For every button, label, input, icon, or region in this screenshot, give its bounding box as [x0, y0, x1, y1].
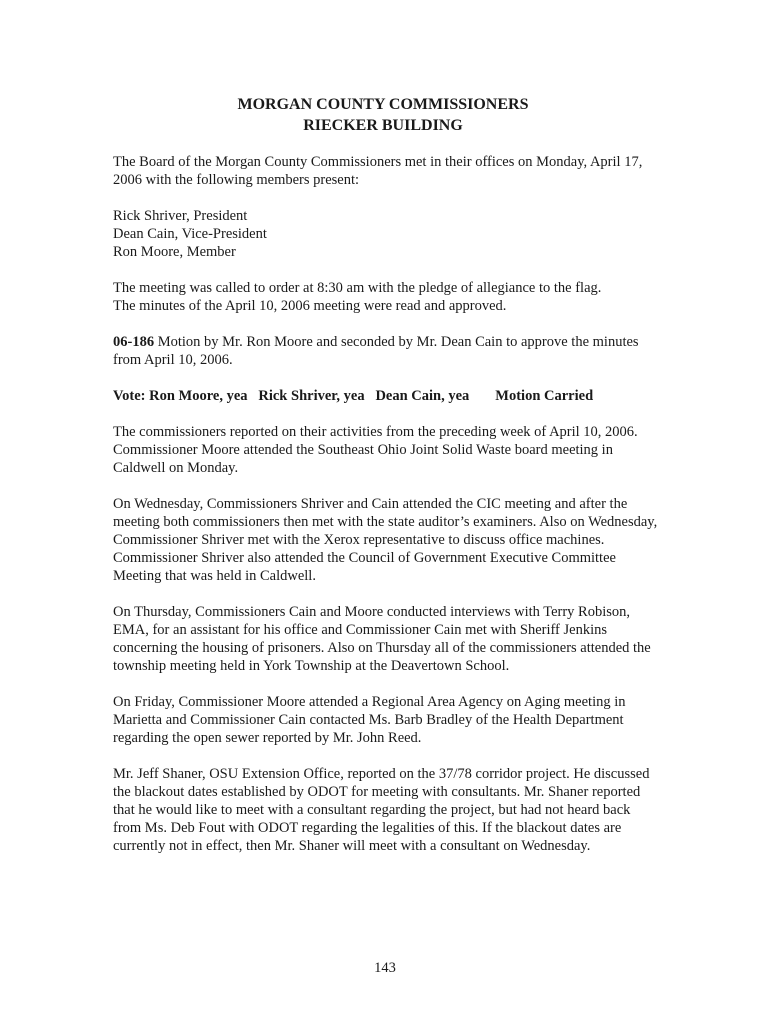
page-number: 143: [374, 960, 396, 976]
friday-paragraph: On Friday, Commissioner Moore attended a Regional Area Agency on Aging meeting in Marietta and Commissioner Cain contacted Ms. Barb Bradley of the Health Department regarding the open sewer reported by Mr. John Reed.: [113, 694, 626, 746]
vote-result: Motion Carried: [495, 388, 594, 404]
vote-text: Vote: Ron Moore, yea Rick Shriver, yea Dean Cain, yea: [113, 388, 470, 404]
motion-number: 06-186: [113, 334, 155, 350]
call-to-order-block: [113, 279, 658, 315]
thursday-paragraph: On Thursday, Commissioners Cain and Moore conducted interviews with Terry Robison, EMA, for an assistant for his office and Commissioner Cain met with Sheriff Jenkins concerning the housing of prisoners. Also on Thursday all of the commissioners attended the township meeting held in York Township at the Deavertown School.: [113, 604, 651, 674]
motion-text: Motion by Mr. Ron Moore and seconded by Mr. Dean Cain to approve the minutes from April 10, 2006.: [113, 334, 639, 368]
motion-paragraph: [113, 333, 658, 369]
member-item: Rick Shriver, President: [113, 208, 248, 224]
member-item: Dean Cain, Vice-President: [113, 226, 267, 242]
member-item: Ron Moore, Member: [113, 244, 236, 260]
vote-line: [113, 387, 658, 405]
minutes-note-text: The minutes of the April 10, 2006 meeting were read and approved.: [113, 298, 507, 314]
call-to-order-text: The meeting was called to order at 8:30 am with the pledge of allegiance to the flag.: [113, 280, 602, 296]
document-heading: [113, 94, 653, 136]
members-list: [113, 207, 658, 261]
intro-paragraph: The Board of the Morgan County Commissioners met in their offices on Monday, April 17, 2006 with the following members present:: [113, 154, 643, 188]
heading-subtitle: RIECKER BUILDING: [303, 117, 463, 134]
moore-monday-text: Commissioner Moore attended the Southeast Ohio Joint Solid Waste board meeting in Caldwell on Monday.: [113, 442, 613, 476]
document-body: [113, 153, 658, 873]
shaner-paragraph: Mr. Jeff Shaner, OSU Extension Office, reported on the 37/78 corridor project. He discussed the blackout dates established by ODOT for meeting with consultants. Mr. Shaner reported that he would like to meet with a consultant regarding the project, but had not heard back from Ms. Deb Fout with ODOT regarding the legalities of this. If the blackout dates are currently not in effect, then Mr. Shaner will meet with a consultant on Wednesday.: [113, 766, 650, 854]
heading-title: MORGAN COUNTY COMMISSIONERS: [237, 96, 529, 113]
report-block: [113, 423, 658, 477]
wednesday-paragraph: On Wednesday, Commissioners Shriver and Cain attended the CIC meeting and after the meeting both commissioners then met with the state auditor’s examiners. Also on Wednesday, Commissioner Shriver met with the Xerox representative to discuss office machines. Commissioner Shriver also attended the Council of Government Executive Committee Meeting that was held in Caldwell.: [113, 496, 658, 584]
report-intro-text: The commissioners reported on their activities from the preceding week of April 10, 2006.: [113, 424, 638, 440]
